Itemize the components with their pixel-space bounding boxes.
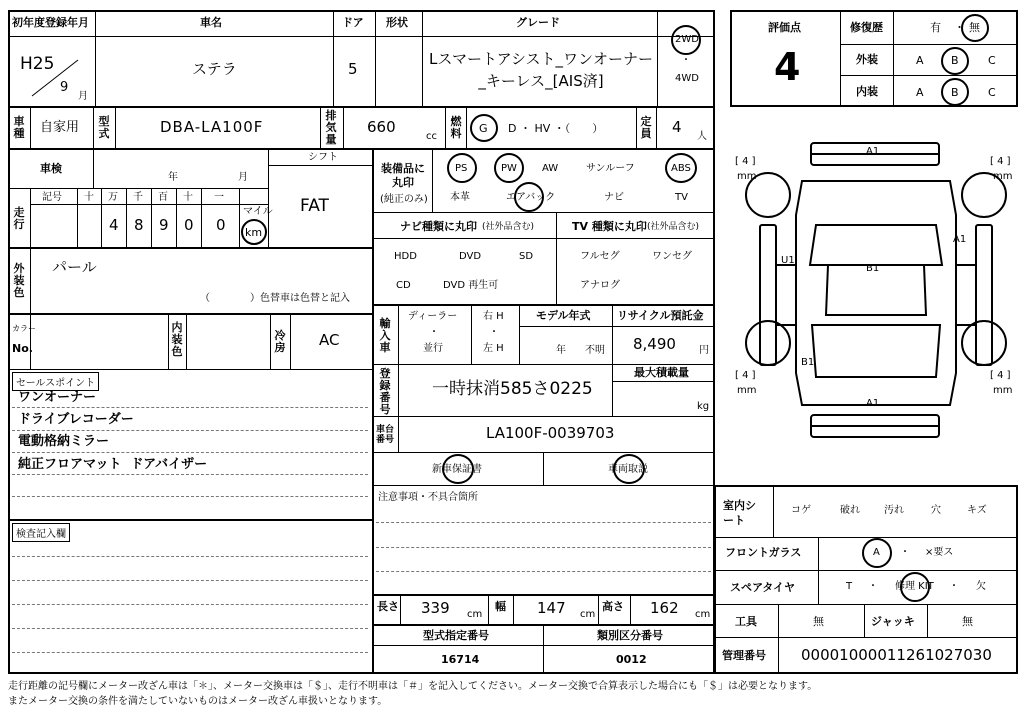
damage-mark: U1 xyxy=(781,255,795,266)
damage-mark: A1 xyxy=(866,398,880,409)
spare-label: スペアタイヤ xyxy=(730,581,796,594)
inspection-month-unit: 月 xyxy=(238,172,248,183)
length-label: 長さ xyxy=(377,600,399,613)
import-dot: ・ xyxy=(489,327,499,338)
width-label: 幅 xyxy=(495,600,506,613)
registration-value: 一時抹消585さ0225 xyxy=(432,379,593,399)
exterior-label: 外装 xyxy=(856,53,878,66)
mileage-digit: 9 xyxy=(159,216,169,234)
sales-point-item: ドライブレコーダー xyxy=(18,412,134,427)
reg-date-slash xyxy=(28,58,84,98)
color-value: パール xyxy=(52,258,97,276)
fuel-label: 燃料 xyxy=(450,115,462,140)
damage-mark: A1 xyxy=(953,234,967,245)
windshield-rest: ×要ス xyxy=(925,547,954,558)
footer-note-1: 走行距離の記号欄にメーター改ざん車は「＊」、メーター交換車は「＄」、走行不明車は「＃」を記入してください。メーター交換で合算表示した場合にも「＄」は必要となります。 xyxy=(8,681,818,692)
equip-leather: 本革 xyxy=(450,192,470,203)
tire-tread-unit: mm xyxy=(993,385,1013,396)
interior-label: 内装 xyxy=(856,85,878,98)
use-value: 自家用 xyxy=(40,120,80,135)
repair-dot: ・ xyxy=(954,21,965,34)
ac-label: 冷房 xyxy=(274,329,286,354)
equip-abs: ABS xyxy=(671,163,691,174)
height-label: 高さ xyxy=(602,600,624,613)
reg-month: 9 xyxy=(60,80,69,95)
tire-tread-unit: mm xyxy=(737,171,757,182)
footer-note-2: またメーター交換の条件を満たしていないものはメーター改ざん車扱いとなります。 xyxy=(8,696,388,707)
width-value: 147 xyxy=(537,599,566,617)
recycle-value: 8,490 xyxy=(633,335,676,353)
mileage-header-1k: 千 xyxy=(133,192,143,203)
reg-year-label: 初年度登録年月 xyxy=(12,16,89,29)
equip-aw: AW xyxy=(542,163,559,174)
mileage-label: 走行 xyxy=(13,206,25,231)
displacement-label: 排気量 xyxy=(325,109,337,146)
damage-mark: B1 xyxy=(801,357,815,368)
model-year-unit: 年 xyxy=(556,345,566,356)
interior-a: A xyxy=(916,86,924,99)
class-value: 0012 xyxy=(616,653,647,666)
mileage-header-10k: 万 xyxy=(108,192,118,203)
model-value: DBA-LA100F xyxy=(160,118,264,136)
color-no-label-top: カラー xyxy=(12,324,36,333)
shape-label: 形状 xyxy=(386,16,408,29)
capacity-label: 定員 xyxy=(640,115,652,140)
model-year-value: 不明 xyxy=(585,345,605,356)
spare-dot: ・ xyxy=(868,581,878,592)
inspection-label: 車検 xyxy=(40,162,62,175)
equipment-sub: (純正のみ) xyxy=(380,194,428,205)
interior-sheet-label: 室内シート xyxy=(723,499,756,527)
navi-hdd: HDD xyxy=(394,251,417,262)
recycle-unit: 円 xyxy=(699,345,709,356)
sales-point-item: 電動格納ミラー xyxy=(18,434,110,449)
mgmt-value: 00001000011261027030 xyxy=(801,646,992,664)
import-dot: ・ xyxy=(429,327,439,338)
exterior-c: C xyxy=(988,54,996,67)
tv-fullseg: フルセグ xyxy=(580,251,620,262)
fuel-options: D ・ HV ・（ ） xyxy=(508,122,604,135)
navi-dvd: DVD xyxy=(459,251,482,262)
shift-label: シフト xyxy=(308,152,338,163)
tire-tread-value: [ 4 ] xyxy=(735,156,756,167)
doors-label: ドア xyxy=(342,16,364,29)
displacement-value: 660 xyxy=(367,118,396,136)
navi-sub: (社外品含む) xyxy=(482,222,535,232)
grade-value: Lスマートアシスト_ワンオーナー_キーレス_[AIS済] xyxy=(428,50,654,90)
tv-label: TV 種類に丸印 xyxy=(572,220,647,233)
height-unit: cm xyxy=(695,609,711,620)
warranty-label: 新車保証書 xyxy=(432,464,482,475)
inspection-year-unit: 年 xyxy=(168,172,178,183)
car-name-label: 車名 xyxy=(200,16,222,29)
drive-dot: ・ xyxy=(681,55,691,66)
displacement-unit: cc xyxy=(426,131,437,142)
km-label: km xyxy=(245,226,263,239)
equip-pw: PW xyxy=(501,163,517,174)
equipment-label: 装備品に丸印 xyxy=(381,162,425,189)
type-designation-value: 16714 xyxy=(441,653,480,666)
manual-label: 車両取説 xyxy=(608,464,648,475)
spare-none: 欠 xyxy=(976,581,986,592)
mgmt-label: 管理番号 xyxy=(722,649,766,662)
tv-analog: アナログ xyxy=(580,280,620,291)
width-unit: cm xyxy=(580,609,596,620)
equip-airbag: エアバック xyxy=(506,192,556,203)
mile-label: マイル xyxy=(243,206,273,217)
tv-oneseg: ワンセグ xyxy=(652,251,692,262)
capacity-unit: 人 xyxy=(697,131,707,142)
interior-c: C xyxy=(988,86,996,99)
max-load-unit: kg xyxy=(697,401,710,412)
tool-value: 無 xyxy=(813,615,824,628)
spare-dot: ・ xyxy=(949,581,959,592)
mileage-digit: 8 xyxy=(134,216,144,234)
mileage-header-1: 一 xyxy=(214,192,224,203)
color-no-label: No. xyxy=(12,342,33,355)
color-change-note: （ ）色替車は色替と記入 xyxy=(200,293,350,304)
mileage-header-10: 十 xyxy=(183,192,193,203)
interior-color-label: 内装色 xyxy=(171,321,183,358)
exterior-a: A xyxy=(916,54,924,67)
mileage-digit: 4 xyxy=(109,216,119,234)
chassis-label: 車台番号 xyxy=(376,425,395,445)
sales-points-label: セールスポイント xyxy=(12,372,99,391)
reg-month-unit: 月 xyxy=(78,91,88,102)
repair-yes: 有 xyxy=(930,21,941,34)
length-unit: cm xyxy=(467,609,483,620)
equip-sunroof: サンルーフ xyxy=(586,163,635,174)
tool-label: 工具 xyxy=(735,615,757,628)
sales-point-item: ワンオーナー xyxy=(18,390,97,405)
recycle-label: リサイクル預託金 xyxy=(617,309,704,322)
grade-label: グレード xyxy=(516,16,560,29)
sheet-option: キズ xyxy=(967,505,987,516)
import-rh: 右 H xyxy=(483,311,504,322)
sheet-option: コゲ xyxy=(791,505,811,516)
color-label: 外装色 xyxy=(13,262,25,299)
drive-4wd: 4WD xyxy=(675,73,699,84)
equip-navi: ナビ xyxy=(604,192,624,203)
tv-sub: (社外品含む) xyxy=(647,222,700,232)
reg-era-year: H25 xyxy=(20,54,55,74)
drive-2wd: 2WD xyxy=(675,34,699,45)
windshield-a: A xyxy=(873,547,880,558)
spare-kit: 修理 KIT xyxy=(895,581,934,592)
tire-tread-value: [ 4 ] xyxy=(735,370,756,381)
max-load-label: 最大積載量 xyxy=(634,366,689,379)
windshield-dot: ・ xyxy=(900,547,910,558)
score-value: 4 xyxy=(774,45,801,89)
navi-dvd-playable: DVD 再生可 xyxy=(443,280,499,291)
length-value: 339 xyxy=(421,599,450,617)
car-name: ステラ xyxy=(192,60,237,78)
tire-tread-value: [ 4 ] xyxy=(990,156,1011,167)
mileage-header-100: 百 xyxy=(158,192,168,203)
mileage-header-10k0: 十 xyxy=(84,192,94,203)
class-label: 類別区分番号 xyxy=(597,629,663,642)
navi-label: ナビ種類に丸印 xyxy=(400,220,477,233)
height-value: 162 xyxy=(650,599,679,617)
type-designation-label: 型式指定番号 xyxy=(423,629,489,642)
import-lh: 左 H xyxy=(483,343,504,354)
doors-value: 5 xyxy=(348,60,358,78)
notes-label: 注意事項・不具合箇所 xyxy=(378,492,478,503)
car-diagram xyxy=(716,115,1022,480)
mileage-header-symbol: 記号 xyxy=(42,192,62,203)
mileage-digit: 0 xyxy=(184,216,194,234)
damage-mark: A1 xyxy=(866,146,880,157)
mileage-digit: 0 xyxy=(216,216,226,234)
spare-t: T xyxy=(846,581,853,592)
chassis-value: LA100F-0039703 xyxy=(486,424,615,442)
sheet-option: 破れ xyxy=(840,505,860,516)
inspection-notes-label: 検査記入欄 xyxy=(12,523,70,542)
navi-cd: CD xyxy=(396,280,411,291)
repair-label: 修復歴 xyxy=(850,21,883,34)
repair-no: 無 xyxy=(969,21,980,34)
sales-point-item: 純正フロアマット ドアバイザー xyxy=(18,457,208,472)
exterior-b: B xyxy=(951,54,959,67)
ac-value: AC xyxy=(319,331,340,349)
shift-value: FAT xyxy=(300,196,329,216)
sheet-option: 穴 xyxy=(931,505,941,516)
jack-label: ジャッキ xyxy=(871,615,915,628)
capacity-value: 4 xyxy=(672,118,682,136)
damage-mark: B1 xyxy=(866,263,880,274)
import-parallel: 並行 xyxy=(423,343,443,354)
import-label: 輸入車 xyxy=(379,317,391,354)
jack-value: 無 xyxy=(962,615,973,628)
interior-b: B xyxy=(951,86,959,99)
equip-ps: PS xyxy=(455,163,468,174)
windshield-label: フロントガラス xyxy=(725,546,802,559)
sheet-option: 汚れ xyxy=(884,505,904,516)
use-label: 車種 xyxy=(13,115,25,140)
equip-tv: TV xyxy=(675,192,688,203)
navi-sd: SD xyxy=(519,251,534,262)
registration-label: 登録番号 xyxy=(379,367,391,416)
tire-tread-value: [ 4 ] xyxy=(990,370,1011,381)
tire-tread-unit: mm xyxy=(993,171,1013,182)
score-label: 評価点 xyxy=(768,21,801,34)
model-label: 型式 xyxy=(98,115,110,140)
tire-tread-unit: mm xyxy=(737,385,757,396)
model-year-label: モデル年式 xyxy=(536,309,591,322)
fuel-selected: G xyxy=(479,122,488,135)
import-dealer: ディーラー xyxy=(408,311,458,322)
